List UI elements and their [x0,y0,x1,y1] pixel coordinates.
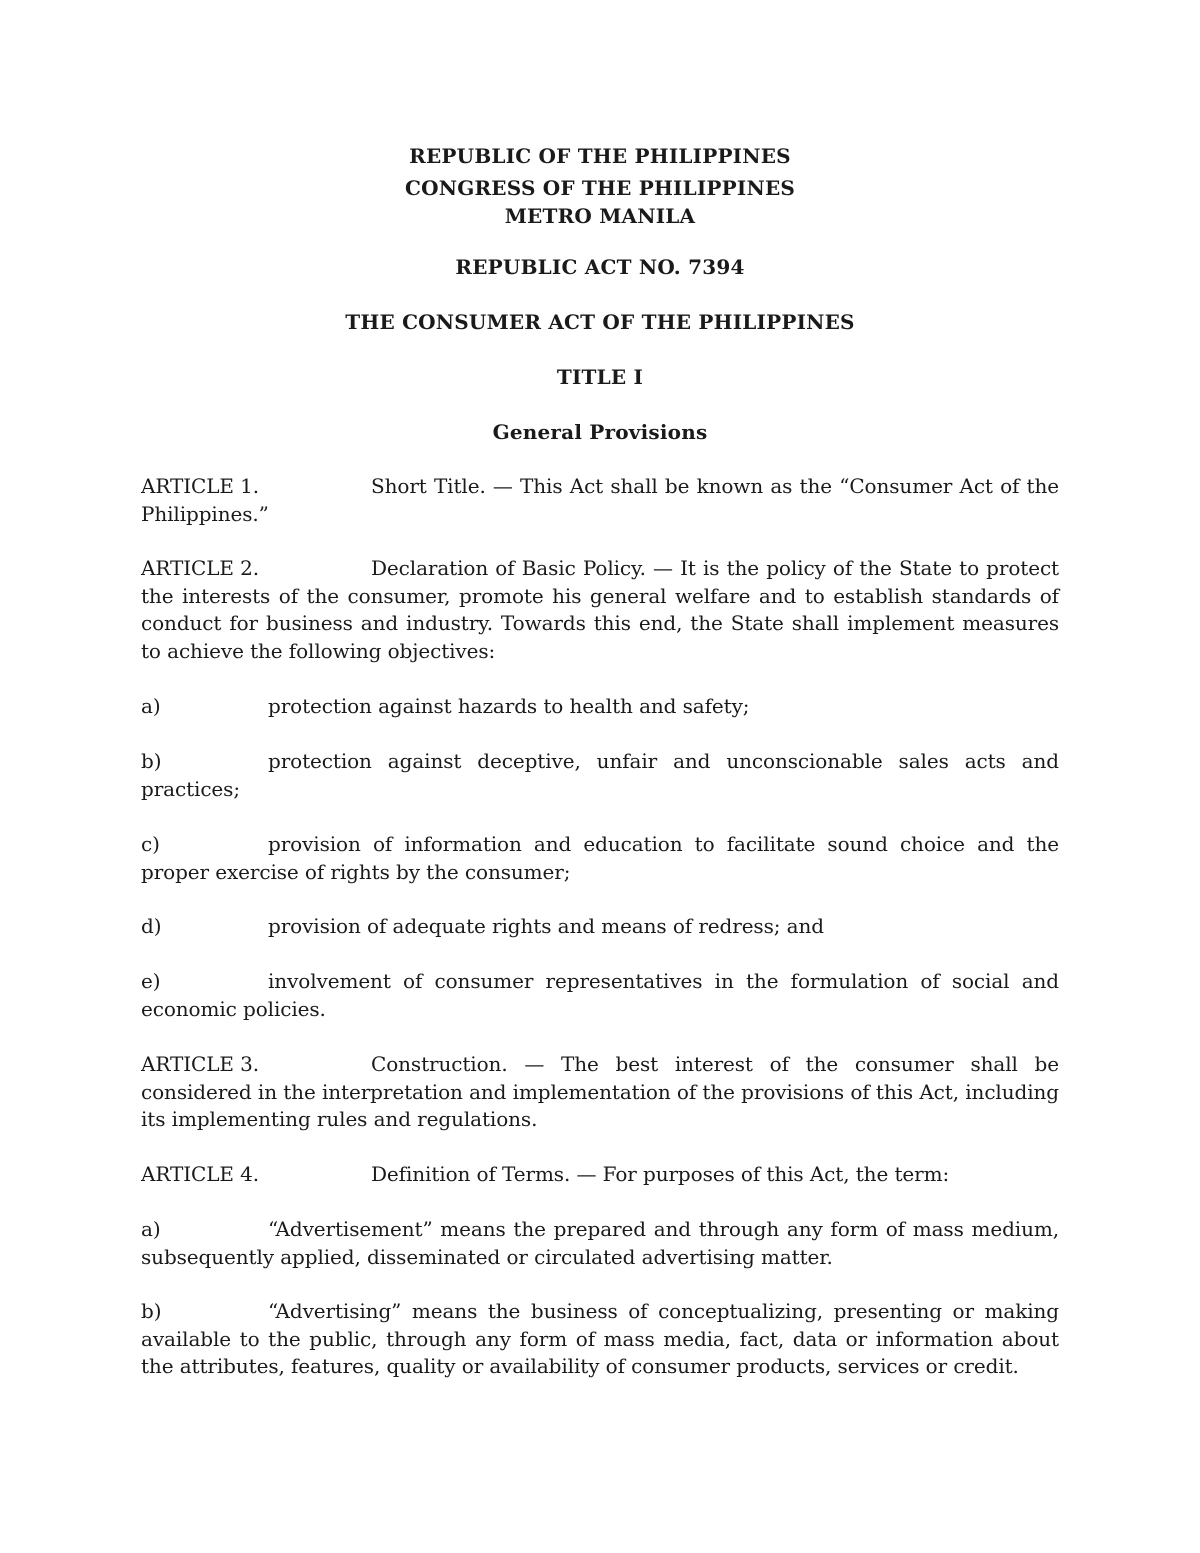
article-2-text: Declaration of Basic Policy. — It is the policy of the State to protect the interests of the consumer, promote his general welfare and to establish standards of conduct for business and industry. Towards this end, the State shall implement measures to achieve the following objectives: [141,556,1059,663]
article-2 [141,555,1059,665]
article-2-item-e [141,968,1059,1023]
article-2-label: ARTICLE 2. [141,556,260,580]
item-label: a) [141,1217,161,1241]
article-4-text: Definition of Terms. — For purposes of this Act, the term: [371,1162,950,1186]
article-2-item-d [141,913,1059,941]
act-number: REPUBLIC ACT NO. 7394 [455,255,745,279]
article-1-label: ARTICLE 1. [141,474,260,498]
item-text: involvement of consumer representatives in the formulation of social and economic policies. [141,969,1059,1021]
header-republic: REPUBLIC OF THE PHILIPPINES [409,144,791,168]
item-text: “Advertising” means the business of conceptualizing, presenting or making available to the public, through any form of mass media, fact, data or information about the attributes, features, quality or availability of consumer products, services or credit. [141,1299,1059,1378]
title-number: TITLE I [556,365,644,389]
item-label: e) [141,969,161,993]
item-label: d) [141,914,162,938]
article-4-item-b [141,1298,1059,1381]
act-title: THE CONSUMER ACT OF THE PHILIPPINES [345,310,855,334]
article-2-item-b [141,748,1059,803]
item-label: b) [141,1299,162,1323]
article-4-label: ARTICLE 4. [141,1162,260,1186]
article-3-label: ARTICLE 3. [141,1052,260,1076]
article-1-text: Short Title. — This Act shall be known as the “Consumer Act of the Philippines.” [141,474,1059,526]
title-name: General Provisions [492,420,708,444]
item-label: c) [141,832,160,856]
header-congress: CONGRESS OF THE PHILIPPINES [404,176,796,200]
item-text: provision of information and education to facilitate sound choice and the proper exercise of rights by the consumer; [141,832,1059,884]
item-label: b) [141,749,162,773]
item-text: protection against deceptive, unfair and unconscionable sales acts and practices; [141,749,1059,801]
item-label: a) [141,694,161,718]
article-3 [141,1051,1059,1134]
article-4 [141,1161,1059,1189]
article-3-text: Construction. — The best interest of the consumer shall be considered in the interpretation and implementation of the provisions of this Act, including its implementing rules and regulations. [141,1052,1059,1131]
article-2-item-a [141,693,1059,721]
header-location: METRO MANILA [504,204,696,228]
article-2-item-c [141,831,1059,886]
item-text: provision of adequate rights and means of redress; and [268,914,824,938]
article-1 [141,473,1059,528]
item-text: “Advertisement” means the prepared and through any form of mass medium, subsequently applied, disseminated or circulated advertising matter. [141,1217,1059,1269]
article-4-item-a [141,1216,1059,1271]
item-text: protection against hazards to health and safety; [268,694,750,718]
